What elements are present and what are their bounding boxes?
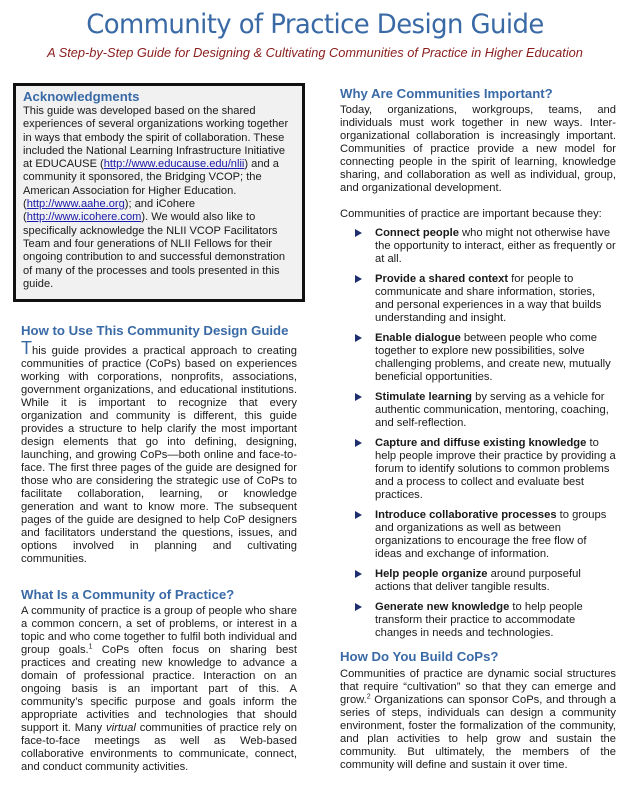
how-build-heading: How Do You Build CoPs? xyxy=(340,649,499,664)
acknowledgments-heading: Acknowledgments xyxy=(23,89,140,104)
bullet-text: to groups and organizations as well as between organizations to encourage the free flow of ideas and exchange of information. xyxy=(375,509,607,560)
acknowledgments-text xyxy=(23,105,297,291)
bullet-bold: Capture and diffuse existing knowledge xyxy=(375,437,587,449)
list-item xyxy=(340,273,616,325)
acknowledgments-content xyxy=(23,89,297,291)
how-to-use-body xyxy=(21,338,297,566)
why-important-heading: Why Are Communities Important? xyxy=(340,86,553,101)
arrow-bullet-icon xyxy=(355,570,362,578)
educause-link[interactable]: http://www.educause.edu/nlii xyxy=(103,158,245,171)
list-item xyxy=(340,332,616,384)
arrow-bullet-icon xyxy=(355,603,362,611)
bullet-bold: Generate new knowledge xyxy=(375,601,510,613)
list-item xyxy=(340,509,616,561)
bullet-text: for people to communicate and share information, stories, and personal experiences in a way that builds understanding and insight. xyxy=(375,273,602,324)
bullet-text: around purposeful actions that deliver tangible results. xyxy=(375,568,581,593)
why-important-lead: Communities of practice are important because they: xyxy=(340,208,602,220)
list-item xyxy=(340,227,616,266)
bullet-bold: Provide a shared context xyxy=(375,273,509,285)
ack-text-4: ). We would also like to specifically acknowledge the NLII VCOP Facilitators Team and four generations of NLII Fellows for their ongoing contribution to and successful demonstration of many of the processes and tools presented in this guide. xyxy=(23,211,286,290)
how-build-body xyxy=(340,668,616,772)
bullet-bold: Enable dialogue xyxy=(375,332,461,344)
ack-text-3: ); and iCohere ( xyxy=(23,198,196,224)
icohere-link[interactable]: http://www.icohere.com xyxy=(26,211,142,224)
bullet-bold: Introduce collaborative processes xyxy=(375,509,557,521)
benefits-list xyxy=(340,227,616,640)
bullet-bold: Help people organize xyxy=(375,568,488,580)
drop-cap: T xyxy=(21,338,32,358)
how-build-text-1: Communities of practice are dynamic social structures that require “cultivation” so that they can emerge and grow. xyxy=(340,668,616,706)
why-important-section xyxy=(340,86,616,647)
what-is-section xyxy=(21,587,297,774)
list-item xyxy=(340,437,616,502)
aahe-link[interactable]: http://www.aahe.org xyxy=(26,198,125,211)
why-important-intro: Today, organizations, workgroups, teams, and individuals must work together in new ways. Inter-organizational collaboration is increasingly important. Communities of practice provide a new model for connecting people in the spirit of learning, knowledge sharing, and collaboration as well as individual, group, and organizational development. xyxy=(340,104,616,194)
arrow-bullet-icon xyxy=(355,275,362,283)
arrow-bullet-icon xyxy=(355,439,362,447)
how-to-use-section xyxy=(21,323,297,566)
bullet-text: between people who come together to explore new possibilities, solve challenging problems, and create new, mutually beneficial opportunities. xyxy=(375,332,611,383)
list-item xyxy=(340,601,616,640)
how-to-use-text: his guide provides a practical approach to creating communities of practice (CoPs) based on experiences working with corporations, nonprofits, associations, government organizations, and educational institutions. While it is important to recognize that every organization and community is different, this guide provides a structure to help clarify the most important design elements that go into defining, designing, launching, and growing CoPs—both online and face-to-face. The first three pages of the guide are designed for those who are considering the strategic use of CoPs to facilitate collaboration, learning, or knowledge generation and want to know more. The subsequent pages of the guide are designed to help CoP designers and facilitators understand the questions, issues, and options involved in planning and cultivating communities. xyxy=(21,345,297,565)
list-item xyxy=(340,391,616,430)
what-is-text-3: communities of practice rely on face-to-face meetings as well as Web-based collaborative environments to communicate, connect, and conduct community activities. xyxy=(21,722,298,773)
how-build-text-2: Organizations can sponsor CoPs, and through a series of steps, individuals can design a community environment, foster the formalization of the community, and plan activities to help grow and sustain the community. But ultimately, the members of the community will define and sustain it over time. xyxy=(340,694,616,771)
how-to-use-heading: How to Use This Community Design Guide xyxy=(21,323,289,338)
what-is-body xyxy=(21,605,297,774)
arrow-bullet-icon xyxy=(355,511,362,519)
bullet-text: to help people transform their practice to accommodate changes in needs and technologies. xyxy=(375,601,583,639)
document-title: Community of Practice Design Guide xyxy=(86,9,544,40)
bullet-text: who might not otherwise have the opportunity to interact, either as frequently or at all. xyxy=(375,227,616,265)
arrow-bullet-icon xyxy=(355,334,362,342)
bullet-text: to help people improve their practice by providing a forum to identify solutions to common problems and a process to collect and evaluate best practices. xyxy=(375,437,616,501)
arrow-bullet-icon xyxy=(355,229,362,237)
what-is-heading: What Is a Community of Practice? xyxy=(21,587,235,602)
arrow-bullet-icon xyxy=(355,393,362,401)
bullet-bold: Connect people xyxy=(375,227,459,239)
what-is-text-2: CoPs often focus on sharing best practices and creating new knowledge to advance a domain of professional practice. Interaction on an ongoing basis is an important part of this. A community’s specific purpose and goals inform the appropriate activities and technologies that should support it. Many xyxy=(21,644,297,734)
what-is-text-1: A community of practice is a group of people who share a common concern, a set of problems, or interest in a topic and who come together to fulfil both individual and group goals. xyxy=(21,605,297,656)
bullet-text: by serving as a vehicle for authentic communication, mentoring, coaching, and self-reflection. xyxy=(375,391,609,429)
ack-text-2: ) and a community it sponsored, the Bridging VCOP; the American Association for Higher Education. ( xyxy=(23,158,279,211)
ack-text-1: This guide was developed based on the shared experiences of several organizations working together in ways that embody the spirit of collaboration. These included the National Learning Infrastructure Initiative at EDUCAUSE ( xyxy=(23,105,289,171)
footnote-2: 2 xyxy=(366,693,371,701)
what-is-italic: virtual xyxy=(106,722,136,734)
bullet-bold: Stimulate learning xyxy=(375,391,472,403)
acknowledgments-box xyxy=(13,83,305,302)
footnote-1: 1 xyxy=(88,643,93,651)
document-subtitle: A Step-by-Step Guide for Designing & Cultivating Communities of Practice in Higher Education xyxy=(47,45,583,60)
how-build-section xyxy=(340,649,616,772)
list-item xyxy=(340,568,616,594)
